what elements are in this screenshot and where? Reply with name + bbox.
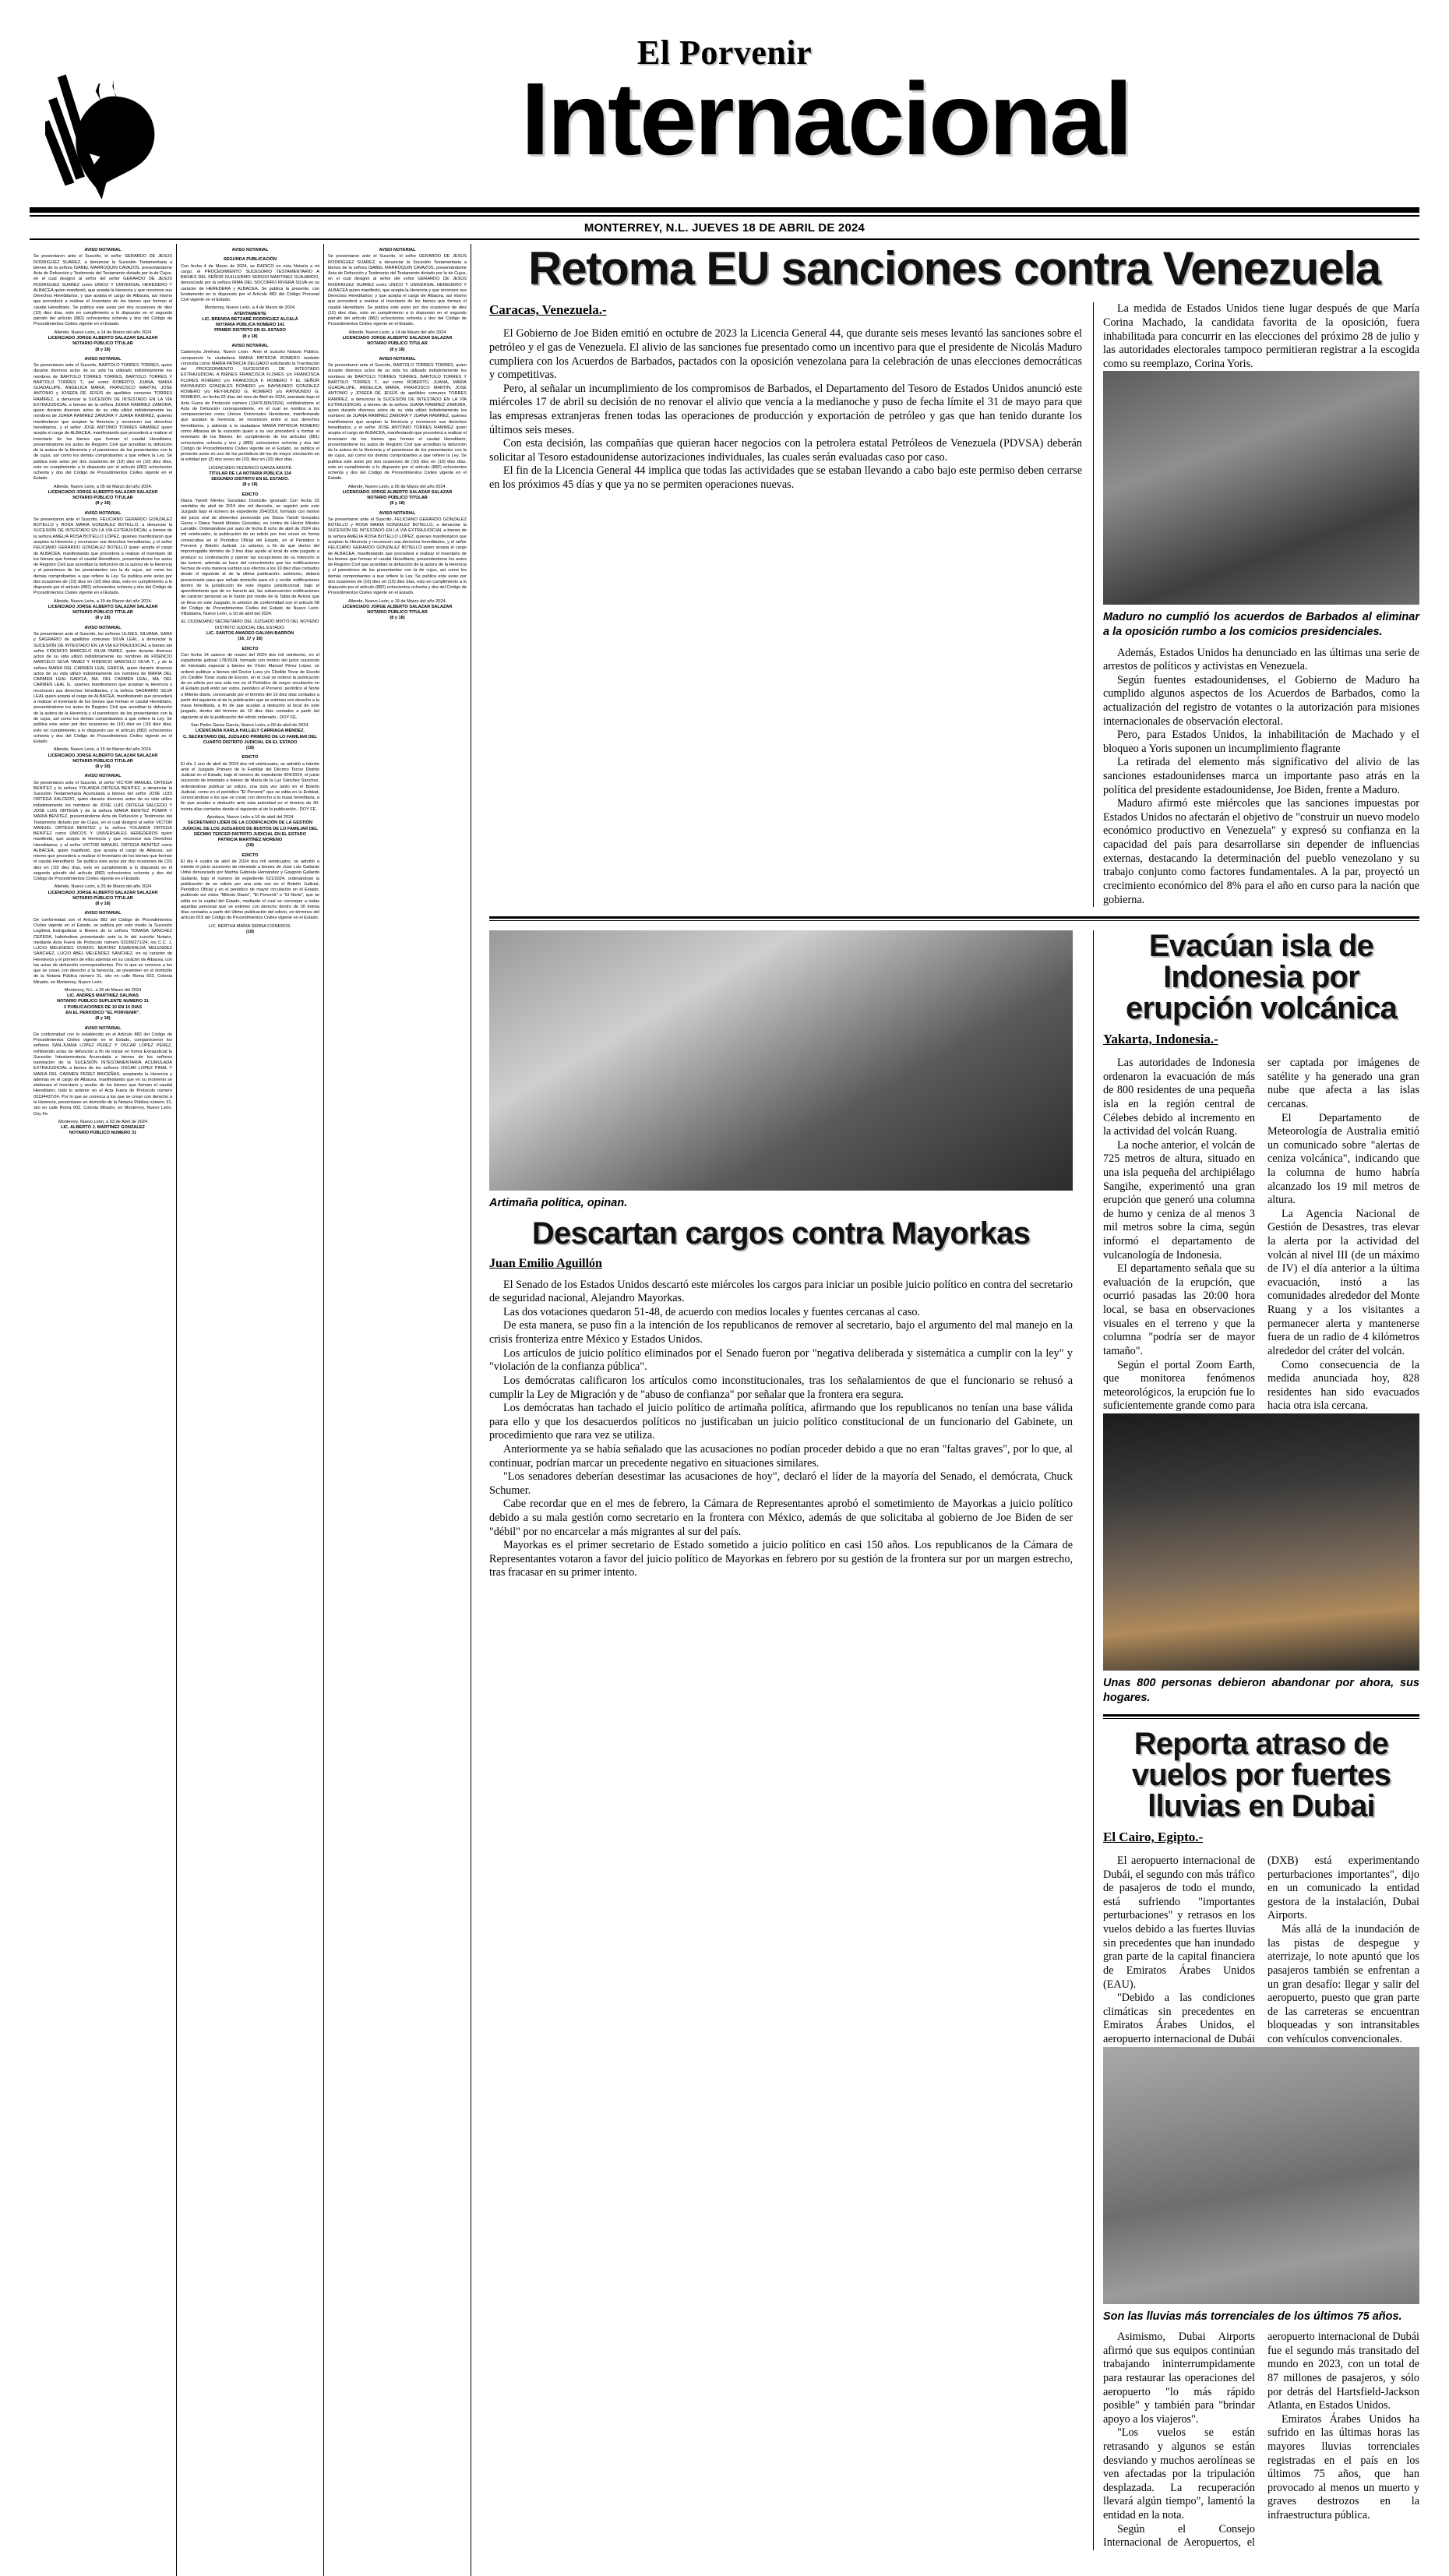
legal-notice-signature: LICENCIADO JORGE ALBERTO SALAZAR SALAZAR bbox=[342, 335, 453, 341]
section-divider-1 bbox=[489, 916, 1419, 921]
legal-notice-body: De conformidad con lo establecido en el Artículo 882 del Código de Procedimientos Civiles vigente en el Estado, comparecieron los señores SAN-JUANA LOPEZ PEREZ Y OSCAR LOPEZ PEREZ, exhibiendo actas de defunción a fin de iniciar en forma Extrajudicial la Sucesión Intestamentaria Acumulada a bienes de los señores tramitación de la SUCESIÓN INTESTAMENTARIA ACUMULADA EXTRAJUDICIAL a bienes de los señores OSCAR LOPEZ PINAL Y MARIA DEL CARMEN PEREZ BRICEÑAS, aceptando la Herencia y además en el cargo de Albacea, manifestando que en su momento se elaborara el inventario y avalúo de los bienes que forman el caudal Hereditario; todo lo anterior en el Acta Fuera de Protocolo número 03194437/24. Por lo que se convoca a los que se crean con derecho a la Herencia, presentarse en domicilio de la Notaría Pública número 31, sito en calle Roma 602, Colonia Mirador, en Monterrey, Nuevo León. Doy Fe. bbox=[33, 1032, 172, 1117]
story-mayorkas bbox=[489, 930, 1082, 2550]
body-paragraph: Los demócratas calificaron los artículos como inconstitucionales, tras los señalamientos de que el funcionario se rehusó a cumplir la Ley de Migración y de "abuso de confianza" por señalar que la frontera era segura. bbox=[489, 1374, 1073, 1401]
body-paragraph: La medida de Estados Unidos tiene lugar después de que María Corina Machado, la candidata favorita de la oposición, fuera inhabilitada para concurrir en las elecciones del próximo 28 de julio y las autoridades electorales tampoco permitieran registrar a la escogida como su reemplazo, Corina Yoris. bbox=[1103, 302, 1419, 370]
legal-notice-signature: NOTARIO PÚBLICO TITULAR bbox=[72, 895, 133, 901]
body-paragraph: El Senado de los Estados Unidos descartó este miércoles los cargos para iniciar un posible juicio político en contra del secretario de seguridad nacional, Alejandro Mayorkas. bbox=[489, 1278, 1073, 1305]
legal-notice-heading: AVISO NOTARIAL bbox=[231, 343, 269, 348]
legal-notice-signature: (18) bbox=[246, 843, 254, 849]
body-paragraph: Las dos votaciones quedaron 51-48, de acuerdo con medios locales y fuentes cercanas al caso. bbox=[503, 1305, 920, 1318]
body-paragraph: Según el Consejo Internacional de Aeropuertos, el aeropuerto internacional de Dubái fue el segundo más transitado del mundo en 2023, con un total de 87 millones de pasajeros, y sólo por detrás del Hartsfield-Jackson Atlanta, en Estados Unidos. bbox=[1103, 2331, 1419, 2550]
legal-notice-signature: EN EL PERIODICO "EL PORVENIR". bbox=[65, 1011, 140, 1015]
legal-notice-signature: ATENTAMENTE bbox=[234, 311, 266, 316]
body-paragraph: Pero, al señalar un incumplimiento de los compromisos de Barbados, el Departamento del Tesoro de Estados Unidos anunció este miércoles 17 de abril su decisión de no renovar el alivio que vencía a la medianoche y puso de fecha límite el 31 de mayo para que las empresas extranjeras frenen todas las operaciones de producción y exportación de petróleo y gas que han tenido durante los últimos seis meses. bbox=[489, 382, 1082, 436]
legal-notice-signature: LICENCIADO FEDERICO GARZA ARIZPE bbox=[208, 465, 292, 471]
legal-notice-body: Con fecha 14 catorce de marzo del 2024 dos mil veintiocho, en el expediente judicial 178/2024, formado con motivo del juicio sucesorio de intestado especial a bienes de Víctor Manuel Pérez López, se ordenó publicar a bienes del Doctor Luna y/o Clediite Tovar de Escobi y/o Clediite Tovar viuda de Escoto, en el cual se ordenó la publicación de un edicto por una sola vez en el Periódico de mayor circulación en el Estado pudi endo ser estos, periódico el Porvenir, periódico el Norte o Milenio diario, convocando por el término del 10 diez días contados a partir del siguiente al de la publicación que se estiman con derecho a la masa hereditaria, a fin de que acudan a deducirlo al local de este juzgado, dentro del término de 10 diez días contados a partir del siguiente al de la publicación del edicto ordenado.- DOY FE. bbox=[181, 652, 319, 720]
legal-notice-signature: NOTARIO PÚBLICO TITULAR bbox=[72, 496, 133, 501]
mayorkas-body bbox=[489, 1279, 1073, 1580]
legal-notice-signature: LICENCIADA KARLA HALLELY CARRIAGA MENDEZ. bbox=[195, 729, 305, 734]
legal-notice-signature: Apodaca, Nuevo León a 16 de abril del 2024 bbox=[206, 814, 294, 820]
legal-notice-signature: PRIMER DISTRITO EN EL ESTADO bbox=[214, 328, 286, 333]
legal-notice-signature: SECRETARIO LÍDER DE LA CODIFICACIÓN DE LA GESTIÓN JUDICIAL DE LOS JUZGADOS DE BUSTOS DE LO FAMILIAR DEL DÉCIMO TERCER DISTRITO JUDICIAL EN EL ESTADO bbox=[182, 820, 319, 837]
legal-notice-heading: EDICTO bbox=[242, 492, 259, 497]
legal-notice-heading: AVISO NOTARIAL bbox=[84, 911, 122, 916]
body-paragraph: Las autoridades de Indonesia ordenaron la evacuación de más de 800 residentes de una pequeña isla en la región central de Célebes debido al incremento en la actividad del volcán Ruang. bbox=[1103, 1057, 1255, 1138]
story-indonesia bbox=[1093, 930, 1419, 2550]
masthead-title: Internacional bbox=[520, 62, 1131, 176]
body-paragraph: Los demócratas han tachado el juicio político de artimaña política, afirmando que los republicanos no tenían una base válida para ello y que los desacuerdos políticos no justificaban un juicio político constitucional de un funcionario del Gabinete, un procedimiento que rara vez se utiliza. bbox=[489, 1402, 1073, 1442]
legal-column-3 bbox=[324, 244, 471, 2576]
body-paragraph: La noche anterior, el volcán de 725 metros de altura, situado en una isla pequeña del archipiélago Sangihe, experimentó una gran erupción que generó una columna de humo y ceniza de al menos 3 mil metros sobre la cima, según informó el departamento de vulcanología de Indonesia. bbox=[1103, 1138, 1255, 1262]
legal-notice-signature: (8 y 18) bbox=[390, 616, 405, 621]
legal-notice-signature: C. SECRETARIO DEL JUZGADO PRIMERO DE LO FAMILIAR DEL CUARTO DISTRITO JUDICIAL EN EL ESTADO bbox=[183, 734, 317, 745]
legal-notice-heading: EDICTO bbox=[242, 755, 259, 760]
legal-notice-signature: (8 y 18) bbox=[95, 347, 111, 352]
indonesia-kicker: Yakarta, Indonesia.- bbox=[1103, 1032, 1218, 1047]
body-paragraph: La retirada del elemento más significativo del alivio de las sanciones estadounidenses marca un importante paso atrás en la política del presidente estadounidense, Joe Biden, frente a Maduro. bbox=[1103, 756, 1419, 796]
mayorkas-headline: Descartan cargos contra Mayorkas bbox=[531, 1216, 1031, 1251]
legal-notice-signature: Monterrey, Nuevo León, a 4 de Marzo de 2024. bbox=[204, 305, 296, 311]
body-paragraph: Además, Estados Unidos ha denunciado en las últimas una serie de arrestos de políticos y activistas en Venezuela. bbox=[1103, 646, 1419, 673]
legal-notice-signature: NOTARIO PÚBLICO TITULAR bbox=[367, 496, 428, 501]
legal-notice-signature: San Pedro Garza García, Nuevo León, a 09 de abril de 2024. bbox=[190, 722, 310, 728]
legal-notice-signature: PATRICIA MARTÍNEZ MORENO bbox=[217, 838, 283, 843]
legal-notice-signature: Allende, Nuevo León, a 19 de Marzo del año 2024. bbox=[347, 598, 447, 604]
maduro-photo bbox=[1103, 371, 1419, 605]
body-paragraph: Según el portal Zoom Earth, que monitorea fenómenos meteorológicos, la erupción fue lo suficientemente grande como para ser captada por imágenes de satélite y ha generado una gran nube que afecta a las islas cercanas. bbox=[1103, 1057, 1419, 1413]
legal-notice-body: El día 1 uno de abril de 2024 dos mil veinticuatro, se admitió a trámite ante el Juzgado Primero de lo Familiar del Décimo Tercer Distrito Judicial en el Estado, bajo el número de expediente 404/2024, el juicio sucesorio de intestado a bienes de María de la Luz Sánchez Sánchez, ordenándose publicar un edicto, una sola vez tanto en el Boletín Judicial, como en el periódico "El Porvenir" que se edita en la Entidad, convocándose a los que se crean con derecho a la masa hereditaria, a fin que acudan a deducirlo ante esta autoridad en el término de 30-treinta días contados desde el siguiente al de la publicación.- DOY FE. bbox=[181, 761, 319, 812]
body-paragraph: El aeropuerto internacional de Dubái, el segundo con más tráfico de pasajeros de todo el mundo, está sufriendo "importantes perturbaciones" y retrasos en los vuelos debido a las fuertes lluvias sin precedentes que han inundado gran parte de la capital financiera de Emiratos Árabes Unidos (EAU). bbox=[1103, 1854, 1255, 1991]
dateline: MONTERREY, N.L. JUEVES 18 DE ABRIL DE 2024 bbox=[583, 221, 866, 235]
venezuela-kicker: Caracas, Venezuela.- bbox=[489, 302, 607, 318]
legal-notice-signature: NOTARIO PÚBLICO TITULAR bbox=[72, 610, 133, 616]
legal-notice-body: Se presentaron ante el Suscrito, el señor GERARDO DE JESUS RODRIGUEZ SUAREZ, a denunciar la Sucesión Testamentaria a bienes de la señora ISABEL MARROQUIN CAVAZOS, presentándome Acta de Defunción y Testimonio del Testamento dictado por la de Cujus, en el cual designó al señor del señor GERARDO DE JESUS RODRIGUEZ SUAREZ como UNICO Y UNIVERSAL HEREDERO Y ALBACEA quien manifestó, que acepta la Herencia y que reconoce sus Derechos Hereditarios; y que acepta el cargo de Albacea, así mismo que procederá a realizar el Inventario de los bienes que forman el caudal Hereditario. Se publica este aviso por dos ocasiones de diez (10) diez días, esto en cumplimiento a lo dispuesto en el segundo párrafo del artículo (882) ochocientos ochenta y dos del Código de Procedimientos Civiles vigente en el Estado. bbox=[33, 254, 172, 327]
legal-notice-signature: Allende, Nuevo León, a 25 de Marzo del año 2024 bbox=[54, 884, 152, 890]
legal-notice-signature: LIC. SANTOS AMADEO GALVAN BARRÓN bbox=[206, 631, 294, 636]
masthead-eyebrow: El Porvenir bbox=[636, 34, 813, 72]
legal-notice-heading: EDICTO bbox=[242, 646, 259, 651]
mayorkas-photo-caption: Artimaña política, opinan. bbox=[489, 1197, 628, 1210]
story-row-mayorkas-indonesia bbox=[489, 930, 1419, 2550]
body-paragraph: Emiratos Árabes Unidos ha sufrido en las últimas horas las mayores lluvias torrenciales registradas en el país en los últimos 75 años, que han provocado al menos un muerto y graves destrozos en la infraestructura pública. bbox=[1267, 2412, 1419, 2522]
legal-column-1 bbox=[30, 244, 177, 2576]
legal-notice-body: El día 4 cuatro de abril de 2024 dos mil veinticuatro, se admitió a trámite el juicio sucesorio de intestado a bienes de José Luis Gallardo Uribe denunciado por Martha Gabriela Hernández y Gregorio Gallardo Gallardo, bajo el número de expediente 621/2024, ordenándose la publicación de un edicto por una sola vez en el Boletín Judicial, Periódico Oficial y en el periódico de mayor circulación en el Estado, pudiendo ser estos "Milenio Diario", "El Porvenir" o "El Norte", que se edita en la capital del Estado, mediante el cual se convoque a todas aquellas personas que se estimen con derecho dentro de 30 treinta días contados a partir del último publicación del edicto, en términos del artículo 819 del Código de Procedimientos Civiles vigente en el Estado. bbox=[181, 859, 319, 921]
body-paragraph: "Los senadores deberían desestimar las acusaciones de hoy", declaró el líder de la mayoría del Senado, el demócrata, Chuck Schumer. bbox=[489, 1470, 1073, 1497]
body-paragraph: Según fuentes estadounidenses, el Gobierno de Maduro ha cumplido algunos aspectos de los Acuerdos de Barbados, como la actualización del registro de votantes o la autorización para misiones internacionales de observación electoral. bbox=[1103, 673, 1419, 728]
story-venezuela bbox=[489, 242, 1419, 907]
volcano-eruption-photo bbox=[1103, 1413, 1419, 1671]
legal-notice-signature: Allende, Nuevo León, a 05 de Marzo del año 2024. bbox=[53, 484, 153, 489]
legal-notice-signature: LIC. ANDRES MARTINEZ SALINAS bbox=[66, 993, 139, 999]
legal-notice-signature: LIC. BERTHA MARIA SERNA CISNEROS. bbox=[209, 923, 291, 929]
legal-notice-signature: EL CIUDADANO SECRETARIO DEL JUZGADO MIXTO DEL NOVENO DISTRITO JUDICIAL DEL ESTADO. bbox=[181, 619, 319, 630]
legal-notice-body: Cadereyta Jiménez, Nuevo León.- Ante el suscrito Notario Público, compareció la ciudadana MARIA PATRICIA ROMERO también conocida como MARIA PATRICIA DELGADO solicitando la Tramitación del PROCEDIMIENTO SUCESORIO DE INTESTADO EXTRAJUDICIAL A BIENES FRANCISCA FLORES y/o FRANCISCA FLORES ROMERO y/o FRANCISCA F. ROMERO Y EL SEÑOR RAYMUNDO GONZALES ROMERO y/o RAYMUNDO GONZALEZ ROMERO y/o REY-MUNDO G. ROMERO y/o RAYMUNDO G. ROMERO, en fecha 02 días del mes de Abril de 2024, asentado bajo el Acta Fuera de Protocolo número (13476,900/2024), exhibiéndome el Acta de Defunción correspondiente, en el cual se nombra a los comparecientes como Únicos Universales Herederos, manifestando que aceptan la herencia, se reconocen entre si sus derechos hereditarios, y además a la ciudadana MARÍA PATRICIA ROMERO como Albacea de la sucesión quien a su vez procederá a formar el inventario de los Bienes. En cumplimiento de los artículos (881) ochocientos ochenta y uno y (882) ochocientos ochenta y dos del Código de Procedimientos Civiles vigente en el Estado, se publica el presente aviso en uno de los periódicos de los de mayor circulación en la entidad por (2) dos veces de (10) diez en (10) diez días. bbox=[181, 350, 319, 463]
body-paragraph: De esta manera, se puso fin a la intención de los republicanos de remover al secretario, bajo el argumento del mal manejo en la crisis fronteriza entre México y Estados Unidos. bbox=[489, 1319, 1073, 1346]
legal-notice-signature: LIC. ALBERTO J. MARTINEZ GONZALEZ bbox=[61, 1125, 145, 1131]
legal-notice-signature: SEGUNDO DISTRITO EN EL ESTADO. bbox=[211, 477, 289, 482]
legal-notice-heading: AVISO NOTARIAL bbox=[379, 248, 416, 252]
masthead bbox=[30, 11, 1419, 206]
legal-notice-signature: Allende, Nuevo León, a 14 de Marzo del año 2024 bbox=[54, 330, 152, 335]
venezuela-body-left bbox=[489, 327, 1082, 492]
body-paragraph: El departamento señala que su evaluación de la erupción, que ocurrió pasadas las 20:00 hora local, se basa en observaciones visuales en el terreno y que la columna "podría ser de mayor tamaño". bbox=[1103, 1262, 1255, 1357]
legal-notice-signature: LICENCIADO JORGE ALBERTO SALAZAR SALAZAR bbox=[48, 753, 158, 758]
body-paragraph: Con esta decisión, las compañías que quieran hacer negocios con la petrolera estatal Petróleos de Venezuela (PDVSA) deberán solicitar al Tesoro estadounidense autorizaciones individuales, las cuales serán evaluadas caso por caso. bbox=[489, 437, 1082, 464]
legal-notice-signature: Allende, Nuevo León, a 14 de Marzo del año 2024 bbox=[348, 330, 446, 335]
legal-notice-subheading: SEGUNDA PUBLICACIÓN bbox=[223, 257, 277, 263]
legal-notice-signature: (16, 17 y 18) bbox=[238, 637, 263, 642]
dubai-photo-caption: Son las lluvias más torrenciales de los últimos 75 años. bbox=[1103, 2310, 1402, 2323]
legal-notice-signature: (18) bbox=[246, 746, 254, 751]
venezuela-headline: Retoma EU sanciones contra Venezuela bbox=[528, 242, 1380, 295]
body-paragraph: Pero, para Estados Unidos, la inhabilitación de Machado y el bloqueo a Yoris suponen un incumplimiento flagrante bbox=[1103, 729, 1419, 755]
legal-notice-heading: AVISO NOTARIAL bbox=[379, 510, 416, 516]
legal-notice-signature: LICENCIADO JORGE ALBERTO SALAZAR SALAZAR bbox=[48, 489, 158, 495]
volcano-photo-caption: Unas 800 personas debieron abandonar por ahora, sus hogares. bbox=[1103, 1676, 1419, 1704]
body-paragraph: Como consecuencia de la medida anunciada hoy, 828 residentes han sido evacuados hacia otra isla cercana. bbox=[1267, 1358, 1419, 1413]
dubai-headline: Reporta atraso de vuelos por fuertes lluvias en Dubai bbox=[1131, 1727, 1391, 1824]
legal-notice-body: Diana Yanett Mireles González Domicilio ignorado Con fecha 22 veintidós de abril de 2016 dos mil dieciséis, se registró ante este Juzgado bajo el número de expediente 204/2016, formado con motivo del juicio oral de alimentos promovido por Diana Yanett González Garza v Diana Yanett Mireles González, en contra de Héctor Mireles Larralde. Ordenándose por auto de fecha 8 ocho de abril de 2024 dos mil veinticuatro, la publicación de un edicto por tres veces en forma consecutiva en el Periódico Oficial del Estado, en el Periódico o Porvenir y Boletín Judicial. Lo anterior, a fin de que dentro del improrrogable término de 3 tres días ayude al local de este juzgado a producir su contestación y oponer las excepciones de su intención si las tuviere, además se hace del conocimiento que las notificaciones hechas de esta manera surtirán sus efectos a los 10 diez días contados desde el siguiente al de la última publicación; asimismo, deberá prevenírsele para que señale domicilio para oír y recibir notificaciones dentro de la jurisdicción de este órgano jurisdiccional, bajo el apercibimiento que de no hacerlo así, las subsecuentes notificaciones de carácter personal se le harán por medio de la Tabla de Avisos que se lleva en este Juzgado, lo anterior de conformidad con el artículo 68 del Código de Procedimientos Civiles del Estado de Nuevo León. Villaldama, Nuevo León, a 10 de abril del 2024. bbox=[181, 498, 319, 617]
page-body bbox=[30, 244, 1419, 2576]
legal-column-2 bbox=[177, 244, 324, 2576]
body-paragraph: "Debido a las condiciones climáticas sin precedentes en Emiratos Árabes Unidos, el aeropuerto internacional de Dubái (DXB) está experimentando perturbaciones importantes", dijo en un comunicado la entidad gestora de la instalación, Dubai Airports. bbox=[1103, 1854, 1419, 2045]
legal-notice-signature: (8 y 18) bbox=[95, 1016, 111, 1022]
dubai-body-top bbox=[1103, 1854, 1419, 2047]
body-paragraph: Anteriormente ya se había señalado que las acusaciones no podían proceder debido a que no eran "faltas graves", por lo que, al continuar, podrían marcar un precedente negativo en situaciones similares. bbox=[489, 1442, 1073, 1470]
legal-notice-signature: TITULAR DE LA NOTARÍA PÚBLICA 134 bbox=[209, 471, 291, 476]
legal-notice-signature: NOTARIO PÚBLICO TITULAR bbox=[367, 610, 428, 616]
legal-notice-signature: Monterrey, Nuevo León, a 03 de Abril de 2024 bbox=[58, 1119, 148, 1124]
legal-notice-signature: (8 y 18) bbox=[95, 501, 111, 506]
legal-notices-section bbox=[30, 244, 480, 2576]
legal-notice-body: Con fecha 4 de Marzo de 2024, se RADICO en esta Notaría a mi cargo, el PROCEDIMIENTO SUCESORIO TESTAMENTARIO A BIENES DEL SEÑOR GUILLERMO SERGIO MARTINEZ GUAJARDO, denunciado por la señora IRMA DEL SOCORRO RIVERA SILVA en su carácter de HEREDERA y ALBACEA. Se publica la presente, con fundamento en lo dispuesto por el Artículo 882 del Código Procesal Civil vigente en el Estado. bbox=[181, 263, 319, 303]
legal-notice-signature: (8 y 18) bbox=[95, 616, 111, 621]
legal-notice-signature: NOTARIA PÚBLICA NÚMERO 141 bbox=[215, 323, 285, 328]
body-paragraph: Más allá de la inundación de las pistas de despegue y aterrizaje, lo note apuntó que los pasajeros también se enfrentan a un gran desafío: llegar y salir del aeropuerto, puesto que gran parte de las carreteras se encuentran bloqueadas y son intransitables con vehículos convencionales. bbox=[1267, 1923, 1419, 2045]
legal-notice-signature: Allende, Nuevo León, a 05 de Marzo del año 2024. bbox=[347, 484, 447, 489]
mayorkas-photo bbox=[489, 930, 1073, 1191]
legal-notice-body: De conformidad con el Artículo 882 del Código de Procedimientos Civiles vigente en el Estado, se publica por este medio la Sucesión Legítima Extrajudicial a Bienes de la señora TOMASA SANCHEZ CEPEDA, habiéndose presentando ante la fe del suscrito Notario, mediante Acta Fuera de Protocolo número 03196/271/24, los C.C. J. LUCIO MELENDES OVIEDO, BEATRIZ ESMERALDA MELENDEZ SANCHEZ, LUCIO ABEL MELENDEZ SANCHEZ, en su carácter de Herederos y el primero de ellos además en su carácter de Albacea, con las actas de defunción correspondientes. Por lo que se convoca a los que se crean con derecho a la herencia, se presenten en el domicilio de la Notaria Pública número 31, sito en calle Roma 602, Colonia Mirador, en Monterrey, Nuevo León. bbox=[33, 917, 172, 985]
legal-notice-signature: (8 y 18) bbox=[95, 902, 111, 907]
masthead-rule bbox=[30, 207, 1419, 217]
legal-notice-signature: (8 y 18) bbox=[390, 501, 405, 506]
body-paragraph: El fin de la Licencia General 44 implica que todas las actividades que se estaban llevando a cabo bajo este permiso deben cerrarse en los próximos 45 días y que ya no se permiten operaciones nuevas. bbox=[489, 464, 1082, 492]
legal-notice-body: Se presentaron ante el Suscrito, el señor GERARDO DE JESUS RODRIGUEZ SUAREZ, a denunciar la Sucesión Testamentaria a bienes de la señora ISABEL MARROQUIN CAVAZOS, presentándome Acta de Defunción y Testimonio del Testamento dictado por la de Cujus, en el cual designó al señor del señor GERARDO DE JESUS RODRIGUEZ SUAREZ como UNICO Y UNIVERSAL HEREDERO Y ALBACEA quien manifestó, que acepta la Herencia y que reconoce sus Derechos Hereditarios; y que acepta el cargo de Albacea, así mismo que procederá a realizar el Inventario de los bienes que forman el caudal Hereditario. Se publica este aviso por dos ocasiones de diez (10) diez días, esto en cumplimiento a lo dispuesto en el segundo párrafo del artículo (882) ochocientos ochenta y dos del Código de Procedimientos Civiles vigente en el Estado. bbox=[328, 254, 467, 327]
legal-notice-signature: LICENCIADO JORGE ALBERTO SALAZAR SALAZAR bbox=[342, 489, 453, 495]
legal-notice-heading: AVISO NOTARIAL bbox=[379, 356, 416, 362]
body-paragraph: Asimismo, Dubai Airports afirmó que sus equipos continúan trabajando ininterrumpidamente para restaurar las operaciones del aeropuerto "lo más rápido posible" y también para "brindar apoyo a los viajeros". bbox=[1103, 2331, 1255, 2426]
legal-notice-signature: LIC. BRENDA BETZABÉ RODRÍGUEZ ALCALÁ bbox=[202, 316, 298, 322]
body-paragraph: Maduro afirmó este miércoles que las sanciones impuestas por Estados Unidos no afectarán el objetivo de "construir un nuevo modelo económico productivo en Venezuela" y expresó su confianza en la capacidad del país para desarrollarse sin depender de influencias externas, destacando la determinación del pueblo venezolano y su trabajo conjunto como factores fundamentales. A la par, proyectó un crecimiento económico del 8% para el año en curso para la nación que gobierna. bbox=[1103, 797, 1419, 906]
legal-notice-heading: AVISO NOTARIAL bbox=[84, 625, 122, 630]
body-paragraph: El Gobierno de Joe Biden emitió en octubre de 2023 la Licencia General 44, que durante seis meses levantó las sanciones sobre el petróleo y el gas de Venezuela. El alivio de las sanciones fue presentado como un incentivo para que el presidente de Nicolás Maduro cumpliera con los Acuerdos de Barbados, pactados con la oposición venezolana para la celebración de unas elecciones democráticas y competitivas. bbox=[489, 327, 1082, 382]
legal-notice-signature: (18) bbox=[246, 930, 254, 935]
body-paragraph: Los artículos de juicio político eliminados por el Senado fueron por "negativa deliberada y sistemática a cumplir con la ley" y "violación de la confianza pública". bbox=[489, 1346, 1073, 1374]
legal-notice-body: Se presentaron ante el Suscrito, los señores ULISES, SILVANA, SARA y SAGRARIO de apellidos comunes SILVA LEAL, a denunciar la SUCESIÓN DE INTESTADO EN LA VÍA EXTRAJUDICIAL a bienes del señor FIDENCIO MARCELO SILVA TAMEZ, quien durante diversos actos de su vida utilizó indistintamente los nombres de FIDENCIO MARCELO SILVA TAMEZ Y FIDENCIO MARCELO SILVA T., y de la señora MARIA DEL CARMEN LEAL GARCIA, quien durante diversos actos de su vida utilizó indistintamente los nombres de MARIA DEL CARMEN LEAL GARCIA, MA. DEL CARMEN LEAL, MA. DEL CARMEN LEAL G., quienes manifestaron que aceptan la Herencia y reconocen sus derechos hereditarios, y la señora SAGRARIO SILVA LEAL quien acepta el cargo de ALBACEA, manifestando que procederá a realizar el inventario de los bienes que forman el caudal Hereditario, presentándome los autos de Registro Civil que acreditan la defunción de la autora de la Herencia y el parentesco de los presentantes con la de cujus, así como los demás comprobantes a que refiere la Ley. Se publica este aviso por dos ocasiones de (10) diez en (10) diez días, esto en cumplimiento a lo dispuesto por el artículo (882) ochocientos ochenta y dos del Código de Procedimientos Civiles vigente en el Estado. bbox=[33, 632, 172, 745]
legal-notice-body: Se presentaron ante el Suscrito, BARTOLO TORRES TORRES, quien durante diversos actos de su vida ha utilizado indistintamente los nombres de BARTOLO TORRES TORRES, BARTOLO TORRES Y BARTOLO TORRES T., así como ROBERTO, JUANA, MARIA GUADALUPE, ANGELICA MARIA, FRANCISCO MARTIN, JOSE ANTONIO y JOSEFA DE JESÚS de apellidos comunes TORRES RAMIREZ, a denunciar la SUCESIÓN DE INTESTADO EN LA VÍA EXTRAJUDICIAL a bienes de la señora JUANA RAMIREZ ZAMORA, quien durante diversos actos de su vida utilizó indistintamente los nombres de JUANA RAMIREZ ZAMORA Y JUANA RAMIREZ, quienes manifestaron que aceptan la Herencia y reconocen sus derechos hereditarios, y el señor JOSE ANTONIO TORRES RAMIREZ quien acepta el cargo de ALBACEA, manifestando que procederá a realizar el inventario de los bienes que forman el caudal Hereditario, presentándome los autos de Registro Civil que acreditan la defunción de la autora de la Herencia y el parentesco de los presentantes con la de cujus, así como los demás comprobantes a que refiere la Ley. Se publica este aviso por dos ocasiones de (10) diez en (10) diez días, esto en cumplimiento a lo dispuesto por el artículo (882) ochocientos ochenta y dos del Código de Procedimientos Civiles vigente en el Estado. bbox=[328, 363, 467, 482]
story-dubai bbox=[1103, 1728, 1419, 2550]
body-paragraph: "Los vuelos se están retrasando y algunos se están desviando y muchos aerolíneas se ven afectadas por la tripulación desplazada. La recuperación llevará algún tiempo", lamentó la entidad en la nota. bbox=[1103, 2426, 1255, 2522]
legal-notice-heading: EDICTO bbox=[242, 852, 259, 858]
dubai-flood-photo bbox=[1103, 2047, 1419, 2304]
body-paragraph: El Departamento de Meteorología de Australia emitió un comunicado sobre "alertas de ceniza volcánica", indicando que la columna de humo habría alcanzado los 19 mil metros de altura. bbox=[1267, 1111, 1419, 1207]
venezuela-body-right-bottom bbox=[1103, 647, 1419, 908]
indonesia-body bbox=[1103, 1057, 1419, 1413]
legal-notice-signature: NOTARIO PÚBLICO TITULAR bbox=[72, 341, 133, 347]
legal-notice-heading: AVISO NOTARIAL bbox=[84, 1025, 122, 1031]
legal-notice-body: Se presentaron ante el Suscrito, BARTOLO TORRES TORRES, quien durante diversos actos de su vida ha utilizado indistintamente los nombres de BARTOLO TORRES TORRES, BARTOLO TORRES Y BARTOLO TORRES T., así como ROBERTO, JUANA, MARIA GUADALUPE, ANGELICA MARIA, FRANCISCO MARTIN, JOSE ANTONIO y JOSEFA DE JESÚS de apellidos comunes TORRES RAMIREZ, a denunciar la SUCESIÓN DE INTESTADO EN LA VÍA EXTRAJUDICIAL a bienes de la señora JUANA RAMIREZ ZAMORA, quien durante diversos actos de su vida utilizó indistintamente los nombres de JUANA RAMIREZ ZAMORA Y JUANA RAMIREZ, quienes manifestaron que aceptan la Herencia y reconocen sus derechos hereditarios, y el señor JOSE ANTONIO TORRES RAMIREZ quien acepta el cargo de ALBACEA, manifestando que procederá a realizar el inventario de los bienes que forman el caudal Hereditario, presentándome los autos de Registro Civil que acreditan la defunción de la autora de la Herencia y el parentesco de los presentantes con la de cujus, así como los demás comprobantes a que refiere la Ley. Se publica este aviso por dos ocasiones de (10) diez en (10) diez días, esto en cumplimiento a lo dispuesto por el artículo (882) ochocientos ochenta y dos del Código de Procedimientos Civiles vigente en el Estado. bbox=[33, 363, 172, 482]
legal-notice-signature: NOTARIO PUBLICO SUPLENTE NUMERO 31 bbox=[57, 999, 149, 1004]
legal-notice-signature: LICENCIADO JORGE ALBERTO SALAZAR SALAZAR bbox=[48, 335, 158, 341]
maduro-photo-caption: Maduro no cumplió los acuerdos de Barbados al eliminar a la oposición rumbo a los comicios presidenciales. bbox=[1103, 611, 1419, 638]
dateline-rule bbox=[30, 238, 1419, 240]
horse-head-icon bbox=[45, 56, 201, 201]
legal-notice-signature: (8 y 18) bbox=[242, 333, 258, 339]
legal-notice-signature: Monterrey, N.L. a 26 de Marzo del 2024 bbox=[64, 987, 142, 993]
venezuela-body-right-top bbox=[1103, 302, 1419, 371]
dubai-body-bottom bbox=[1103, 2331, 1419, 2550]
legal-notice-signature: NOTARIO PÚBLICO TITULAR bbox=[72, 758, 133, 764]
body-paragraph: Mayorkas es el primer secretario de Estado sometido a juicio político en casi 150 años. Los republicanos de la Cámara de Representantes votaron a favor del juicio político de Mayorkas en febrero por su gestión de la frontera sur por un margen estrecho, tras fracasar en su primer intento. bbox=[489, 1539, 1073, 1579]
dubai-kicker: El Cairo, Egipto.- bbox=[1103, 1830, 1204, 1845]
legal-notice-signature: Allende, Nuevo León, a 19 de Marzo del año 2024. bbox=[53, 598, 153, 604]
indonesia-headline: Evacúan isla de Indonesia por erupción volcánica bbox=[1126, 929, 1397, 1026]
legal-notice-body: Se presentaron ante el Suscrito, el señor VICTOR MANUEL ORTEGA BENITEZ y la señora YOLANDA ORTEGA BENITEZ, a denunciar la Sucesión Testamentaria Acumulada a bienes del señor JOSE LUIS ORTEGA SALCEDO, quien durante diversos actos de su vida utilizo indistintamente los nombres de JOSE LUIS ORTEGA SALCEDO Y JOSE LUIS ORTEGA y de la señora MARIA BENITEZ POMPA Y MARIA BENITEZ, presentándome Acta de Defunción y Testimonio del Testamento dictado por de Cujus, en el cual designó al señor VICTOR MANUEL ORTEGA BENITEZ y la señora YOLANDA ORTEGA BENITEZ como ÚNICOS Y UNIVERSALES HEREDEROS quien manifestó, que acepta la Herencia y que reconoce sus Derechos Hereditarios; y al señor VICTOR MANUEL ORTEGA BENITEZ como ALBACEA, quien manifestó, que acepta el cargo de Albacea, así mismo que procederá a realizar el Inventario de los bienes que forman el caudal Hereditario. Se publica este aviso por dos ocasiones de (10) diez en (10) diez días, esto en cumplimiento a lo dispuesto en el segundo párrafo del artículo (882) ochocientos ochenta y dos del Código de Procedimientos Civiles vigente en el Estado. bbox=[33, 780, 172, 882]
legal-notice-signature: NOTARIO PUBLICO NUMERO 31 bbox=[69, 1131, 137, 1136]
legal-notice-heading: AVISO NOTARIAL bbox=[84, 774, 122, 779]
body-paragraph: Cabe recordar que en el mes de febrero, la Cámara de Representantes aprobó el sometimiento de Mayorkas a juicio político debido a su mala gestión como secretario en la frontera con México, además de que solicitaba al gobierno de Joe Biden de ser "débil" por no encarcelar a más migrantes al sur del país. bbox=[489, 1498, 1073, 1538]
legal-notice-heading: AVISO NOTARIAL bbox=[231, 248, 269, 252]
legal-notice-signature: LICENCIADO JORGE ALBERTO SALAZAR SALAZAR bbox=[48, 604, 158, 609]
legal-notice-heading: AVISO NOTARIAL bbox=[84, 248, 122, 252]
legal-notice-body: Se presentaron ante el Suscrito, FELICIANO GERARDO GONZALEZ BOTELLO y ROSA MARIA GONZALEZ BOTELLO, a denunciar la SUCESIÓN DE INTESTADO EN LA VÍA EXTRAJUDICIAL a bienes de la señora AMELIA ROSA BOTELLO LÓPEZ, quienes manifestaron que aceptan la Herencia y reconocen sus derechos hereditarios, y el señor FELICIANO GERARDO GONZALEZ BOTELLO quien acepta el cargo de ALBACEA, manifestando que procederá a realizar el inventario de los bienes que forman el caudal Hereditario, presentándome los autos de Registro Civil que acreditan la defunción de la autora de la Herencia y el parentesco de los presentantes con la de cujus, así como los demás comprobantes a que refiere la Ley. Se publica este aviso por dos ocasiones de (10) diez en (10) diez días, esto en cumplimiento a lo dispuesto por el artículo (882) ochocientos ochenta y dos del Código de Procedimientos Civiles vigente en el Estado. bbox=[328, 517, 467, 596]
section-divider-2 bbox=[1103, 1714, 1419, 1719]
legal-notice-heading: AVISO NOTARIAL bbox=[84, 356, 122, 362]
body-paragraph: La Agencia Nacional de Gestión de Desastres, tras elevar la alerta por la actividad del volcán al nivel III (de un máximo de IV) el día anterior a la última evacuación, instó a las comunidades alrededor del Monte Ruang y a los visitantes a permanecer alerta y mantenerse fuera de un radio de 4 kilómetros alrededor del cráter del volcán. bbox=[1267, 1207, 1419, 1357]
mayorkas-byline: Juan Emilio Aguillón bbox=[489, 1256, 602, 1270]
legal-notice-heading: AVISO NOTARIAL bbox=[84, 510, 122, 516]
legal-notice-signature: LICENCIADO JORGE ALBERTO SALAZAR SALAZAR bbox=[48, 890, 158, 895]
news-section bbox=[480, 244, 1419, 2576]
legal-notice-signature: LICENCIADO JORGE ALBERTO SALAZAR SALAZAR bbox=[342, 604, 453, 609]
legal-notice-signature: NOTARIO PÚBLICO TITULAR bbox=[367, 341, 428, 347]
legal-notice-signature: Allende, Nuevo León, a 15 de Marzo del año 2024. bbox=[53, 747, 153, 753]
legal-notice-signature: 2 PUBLICACIONES DE 10 EN 10 DIAS bbox=[63, 1004, 143, 1010]
legal-notice-signature: (8 y 18) bbox=[95, 764, 111, 770]
legal-notice-signature: (8 y 18) bbox=[242, 482, 258, 488]
legal-notice-body: Se presentaron ante el Suscrito, FELICIANO GERARDO GONZALEZ BOTELLO y ROSA MARIA GONZALEZ BOTELLO, a denunciar la SUCESIÓN DE INTESTADO EN LA VÍA EXTRAJUDICIAL a bienes de la señora AMELIA ROSA BOTELLO LÓPEZ, quienes manifestaron que aceptan la Herencia y reconocen sus derechos hereditarios, y el señor FELICIANO GERARDO GONZALEZ BOTELLO quien acepta el cargo de ALBACEA, manifestando que procederá a realizar el inventario de los bienes que forman el caudal Hereditario, presentándome los autos de Registro Civil que acreditan la defunción de la autora de la Herencia y el parentesco de los presentantes con la de cujus, así como los demás comprobantes a que refiere la Ley. Se publica este aviso por dos ocasiones de (10) diez en (10) diez días, esto en cumplimiento a lo dispuesto por el artículo (882) ochocientos ochenta y dos del Código de Procedimientos Civiles vigente en el Estado. bbox=[33, 517, 172, 596]
legal-notice-signature: (8 y 18) bbox=[390, 347, 405, 352]
